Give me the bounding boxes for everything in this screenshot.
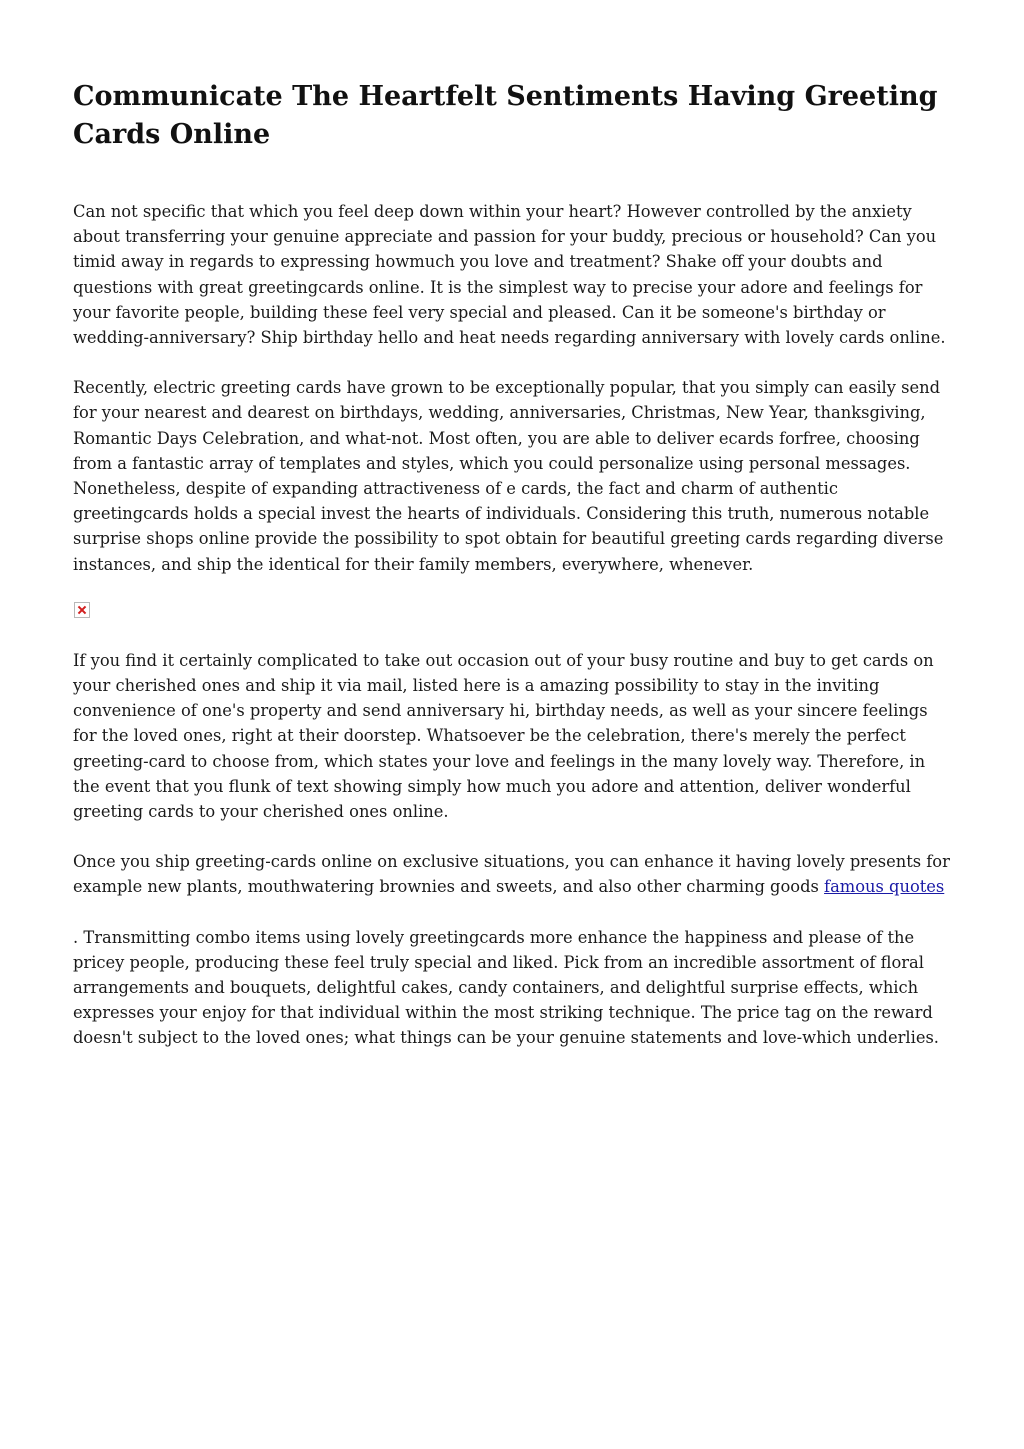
- broken-image-icon: [74, 602, 90, 618]
- paragraph-4-text: Once you ship greeting-cards online on exclusive situations, you can enhance it having lovely presents for example new plants, mouthwatering brownies and sweets, and also other charming goods: [73, 852, 950, 897]
- document-title: Communicate The Heartfelt Sentiments Having Greeting Cards Online: [73, 81, 938, 150]
- document-page: [73, 78, 953, 1076]
- paragraph-3: If you find it certainly complicated to take out occasion out of your busy routine and buy to get cards on your cherished ones and ship it via mail, listed here is a amazing possibility to stay in the inviting convenience of one's property and send anniversary hi, birthday needs, as well as your sincere feelings for the loved ones, right at their doorstep. Whatsoever be the celebration, there's merely the perfect greeting-card to choose from, which states your love and feelings in the many lovely way. Therefore, in the event that you flunk of text showing simply how much you adore and attention, deliver wonderful greeting cards to your cherished ones online.: [73, 650, 934, 822]
- famous-quotes-link[interactable]: famous quotes: [824, 877, 945, 897]
- paragraph-4: [73, 849, 953, 899]
- paragraph-1: Can not specific that which you feel deep down within your heart? However controlled by the anxiety about transferring your genuine appreciate and passion for your buddy, precious or household? Can you timid away in regards to expressing howmuch you love and treatment? Shake off your doubts and questions with great greetingcards online. It is the simplest way to precise your adore and feelings for your favorite people, building these feel very special and pleased. Can it be someone's birthday or wedding-anniversary? Ship birthday hello and heat needs regarding anniversary with lovely cards online.: [73, 202, 946, 348]
- paragraph-5: . Transmitting combo items using lovely greetingcards more enhance the happiness and please of the pricey people, producing these feel truly special and liked. Pick from an incredible assortment of floral arrangements and bouquets, delightful cakes, candy containers, and delightful surprise effects, which expresses your enjoy for that individual within the most striking technique. The price tag on the reward doesn't subject to the loved ones; what things can be your genuine statements and love-which underlies.: [73, 927, 939, 1048]
- paragraph-2: Recently, electric greeting cards have grown to be exceptionally popular, that you simply can easily send for your nearest and dearest on birthdays, wedding, anniversaries, Christmas, New Year, thanksgiving, Romantic Days Celebration, and what-not. Most often, you are able to deliver ecards forfree, choosing from a fantastic array of templates and styles, which you could personalize using personal messages. Nonetheless, despite of expanding attractiveness of e cards, the fact and charm of authentic greetingcards holds a special invest the hearts of individuals. Considering this truth, numerous notable surprise shops online provide the possibility to spot obtain for beautiful greeting cards regarding diverse instances, and ship the identical for their family members, everywhere, whenever.: [73, 378, 944, 574]
